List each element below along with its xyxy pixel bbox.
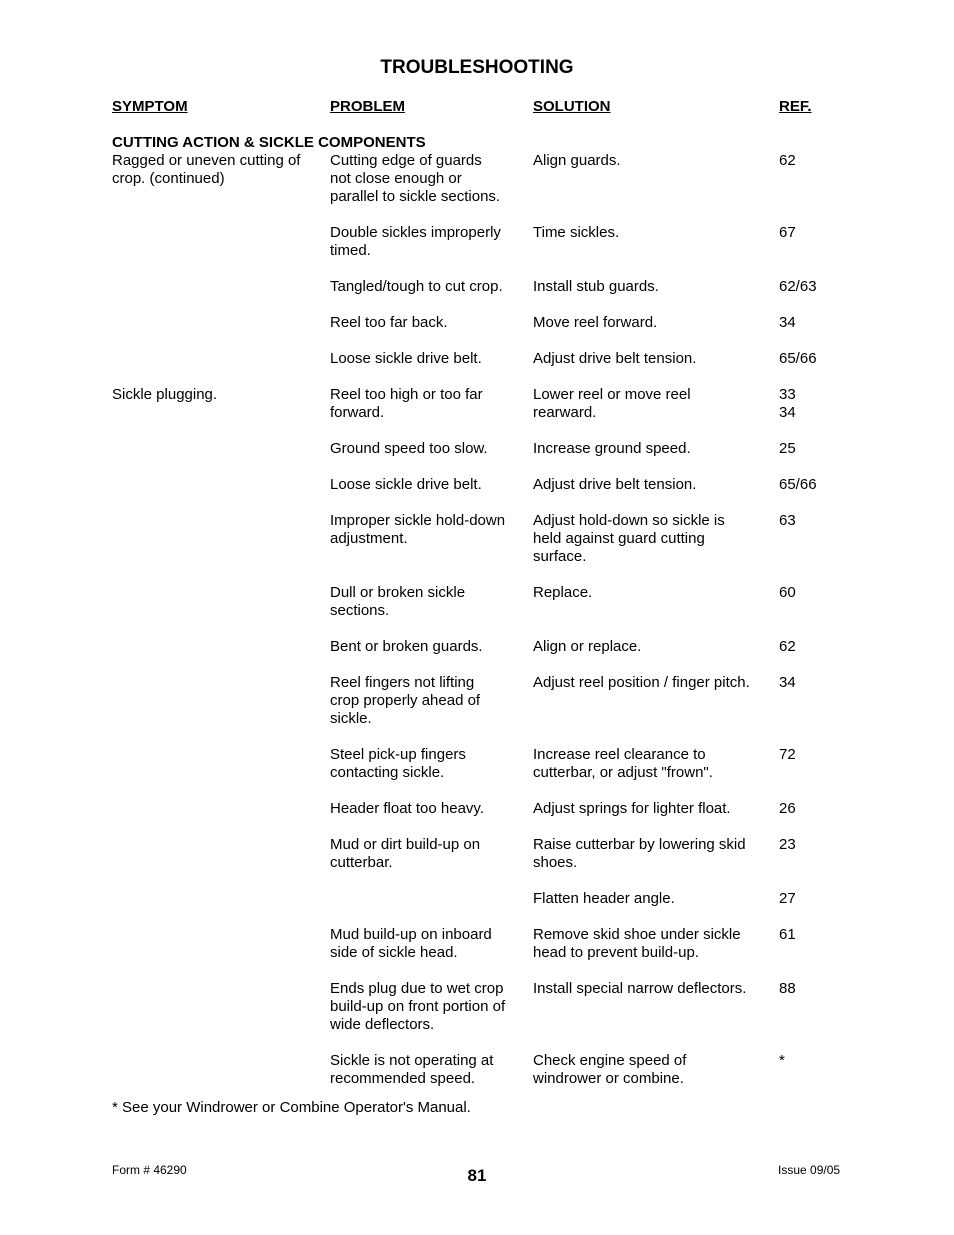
ref-cell: 88 xyxy=(779,980,796,997)
ref-cell: 25 xyxy=(779,440,796,457)
solution-cell: Adjust drive belt tension. xyxy=(533,476,697,493)
ref-cell: 34 xyxy=(779,314,796,331)
section-heading: CUTTING ACTION & SICKLE COMPONENTS xyxy=(112,134,426,151)
solution-cell: Align or replace. xyxy=(533,638,642,655)
problem-cell: Bent or broken guards. xyxy=(330,638,483,655)
ref-cell: 67 xyxy=(779,224,796,241)
ref-cell: 23 xyxy=(779,836,796,853)
ref-cell: 62 xyxy=(779,638,796,655)
ref-cell: 65/66 xyxy=(779,476,817,493)
ref-cell: 72 xyxy=(779,746,796,763)
problem-cell: Tangled/tough to cut crop. xyxy=(330,278,503,295)
solution-cell: Install stub guards. xyxy=(533,278,659,295)
solution-cell: Flatten header angle. xyxy=(533,890,675,907)
problem-cell: Mud or dirt build-up on cutterbar. xyxy=(330,836,481,871)
solution-cell: Remove skid shoe under sickle head to prevent build-up. xyxy=(533,926,741,961)
solution-cell: Lower reel or move reel rearward. xyxy=(533,386,691,421)
problem-column-header: PROBLEM xyxy=(330,98,405,115)
problem-cell: Cutting edge of guards not close enough or parallel to sickle sections. xyxy=(330,152,501,205)
symptom-cell: Ragged or uneven cutting of crop. (continued) xyxy=(112,152,301,187)
ref-cell: 26 xyxy=(779,800,796,817)
solution-cell: Align guards. xyxy=(533,152,621,169)
ref-cell: 65/66 xyxy=(779,350,817,367)
solution-cell: Raise cutterbar by lowering skid shoes. xyxy=(533,836,746,871)
symptom-cell: Sickle plugging. xyxy=(112,386,218,403)
solution-cell: Adjust reel position / finger pitch. xyxy=(533,674,750,691)
problem-cell: Improper sickle hold-down adjustment. xyxy=(330,512,506,547)
solution-cell: Time sickles. xyxy=(533,224,620,241)
problem-cell: Ends plug due to wet crop build-up on front portion of wide deflectors. xyxy=(330,980,506,1033)
solution-cell: Adjust hold-down so sickle is held against guard cutting surface. xyxy=(533,512,725,565)
problem-cell: Loose sickle drive belt. xyxy=(330,476,482,493)
solution-cell: Replace. xyxy=(533,584,593,601)
ref-cell: * xyxy=(779,1052,785,1069)
problem-cell: Header float too heavy. xyxy=(330,800,484,817)
solution-cell: Install special narrow deflectors. xyxy=(533,980,747,997)
issue-date: Issue 09/05 xyxy=(778,1163,841,1177)
form-number: Form # 46290 xyxy=(112,1163,187,1177)
ref-cell: 62/63 xyxy=(779,278,817,295)
problem-cell: Dull or broken sickle sections. xyxy=(330,584,466,619)
ref-cell: 33 34 xyxy=(779,386,796,421)
ref-column-header: REF. xyxy=(779,98,812,115)
problem-cell: Reel too far back. xyxy=(330,314,448,331)
ref-cell: 61 xyxy=(779,926,796,943)
ref-cell: 34 xyxy=(779,674,796,691)
problem-cell: Loose sickle drive belt. xyxy=(330,350,482,367)
problem-cell: Reel too high or too far forward. xyxy=(330,386,483,421)
problem-cell: Sickle is not operating at recommended speed. xyxy=(330,1052,494,1087)
problem-cell: Reel fingers not lifting crop properly ahead of sickle. xyxy=(330,674,481,727)
page-title: TROUBLESHOOTING xyxy=(380,57,574,78)
problem-cell: Ground speed too slow. xyxy=(330,440,488,457)
solution-cell: Move reel forward. xyxy=(533,314,658,331)
ref-cell: 63 xyxy=(779,512,796,529)
symptom-column-header: SYMPTOM xyxy=(112,98,188,115)
ref-cell: 60 xyxy=(779,584,796,601)
problem-cell: Double sickles improperly timed. xyxy=(330,224,501,259)
footnote: * See your Windrower or Combine Operator's Manual. xyxy=(112,1099,471,1116)
solution-column-header: SOLUTION xyxy=(533,98,611,115)
problem-cell: Steel pick-up fingers contacting sickle. xyxy=(330,746,466,781)
solution-cell: Increase reel clearance to cutterbar, or adjust "frown". xyxy=(533,746,713,781)
problem-cell: Mud build-up on inboard side of sickle head. xyxy=(330,926,492,961)
solution-cell: Check engine speed of windrower or combine. xyxy=(533,1052,687,1087)
solution-cell: Adjust drive belt tension. xyxy=(533,350,697,367)
ref-cell: 27 xyxy=(779,890,796,907)
ref-cell: 62 xyxy=(779,152,796,169)
solution-cell: Adjust springs for lighter float. xyxy=(533,800,731,817)
solution-cell: Increase ground speed. xyxy=(533,440,691,457)
page-number: 81 xyxy=(467,1166,487,1185)
